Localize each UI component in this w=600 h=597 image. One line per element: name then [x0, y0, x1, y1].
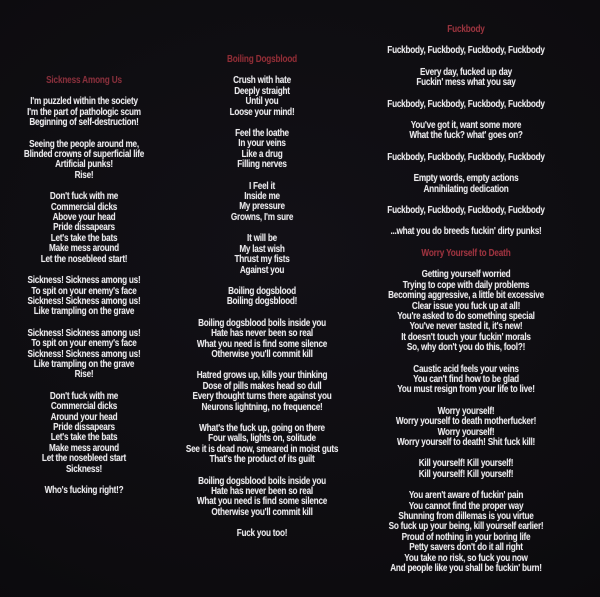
lyric-line: Fuckbody, Fuckbody, Fuckbody, Fuckbody: [387, 151, 545, 163]
lyric-line: Trying to cope with daily problems: [402, 279, 530, 291]
lyric-line: Make mess around: [49, 442, 119, 454]
lyric-line: Don't fuck with me: [49, 390, 119, 402]
lyric-stanza: [387, 205, 545, 217]
lyric-line: You must resign from your life to live!: [397, 384, 535, 396]
lyric-line: Hatred grows up, kills your thinking: [196, 370, 328, 382]
song-title: Fuckbody: [447, 24, 485, 35]
lyric-stanza: [18, 140, 149, 182]
lyric-line: Growns, I'm sure: [230, 211, 294, 223]
lyric-line: Deeply straight: [234, 85, 290, 97]
lyric-line: That's the product of its guilt: [209, 454, 315, 466]
lyric-line: Hate has never been so real: [211, 328, 313, 340]
lyrics-column-fuckbody-worry: [376, 0, 556, 585]
lyric-stanza: [18, 486, 149, 496]
lyric-stanza: [196, 234, 327, 276]
lyric-line: Inside me: [244, 191, 280, 203]
lyric-stanza: [196, 287, 327, 308]
lyric-stanza: [392, 459, 540, 480]
lyric-stanza: [18, 329, 149, 381]
lyric-line: ...what you do breeds fuckin' dirty punks!: [390, 226, 542, 238]
lyric-line: Petty savers don't do it all right: [409, 542, 523, 554]
lyric-line: Thrust my fists: [234, 254, 290, 266]
lyric-line: To spit on your enemy's face: [31, 338, 137, 350]
lyric-line: See it is dead now, smeared in moist guts: [185, 443, 339, 455]
lyric-stanza: [192, 370, 332, 413]
lyric-line: You've got it, want some more: [410, 120, 522, 132]
lyric-line: Proud of nothing in your boring life: [401, 531, 531, 543]
lyric-line: Who's fucking right!?: [44, 485, 124, 496]
lyric-line: Sickness! Sickness among us!: [27, 295, 141, 307]
lyric-line: Like a drug: [241, 148, 283, 160]
lyric-stanza: [196, 529, 327, 539]
lyric-line: Kill yourself! Kill yourself!: [418, 468, 514, 480]
lyric-line: Fuckbody, Fuckbody, Fuckbody, Fuckbody: [387, 45, 545, 57]
lyric-line: Shunning from dillemas is you virtue: [398, 511, 534, 522]
lyric-line: Sickness! Sickness among us!: [27, 327, 141, 339]
lyric-line: I'm the part of pathologic scum: [27, 106, 141, 118]
lyric-line: So, why don't you do this, fool?!: [406, 342, 526, 354]
lyric-line: Dose of pills makes head so dull: [202, 380, 322, 392]
lyric-line: Boiling dogsblood boils inside you: [198, 475, 326, 487]
lyric-stanza: [196, 319, 327, 361]
lyric-stanza: [196, 129, 327, 171]
lyric-stanza: [388, 269, 544, 354]
lyric-line: Like trampling on the grave: [33, 306, 135, 318]
lyric-line: You aren't aware of fuckin' pain: [408, 490, 524, 502]
lyric-line: So fuck up your being, kill yourself earlier!: [388, 521, 544, 533]
lyric-line: Let the nosebleed start: [41, 453, 127, 465]
lyric-line: Kill yourself! Kill yourself!: [418, 458, 514, 470]
lyric-line: Worry yourself!: [437, 426, 495, 438]
lyric-line: It doesn't touch your fuckin' morals: [401, 331, 531, 343]
lyric-line: Loose your mind!: [229, 106, 295, 118]
lyric-line: To spit on your enemy's face: [31, 285, 137, 297]
lyric-line: Every thought turns there against you: [192, 391, 332, 403]
lyric-line: Artificial punks!: [55, 159, 113, 171]
lyric-line: Above your head: [52, 212, 116, 224]
lyric-line: Becoming aggressive, a little bit excessive: [388, 290, 544, 302]
lyric-line: What you need is find some silence: [196, 338, 328, 350]
lyric-stanza: [196, 182, 327, 224]
lyric-line: You've never tasted it, it's new!: [409, 321, 523, 333]
lyric-line: Otherwise you'll commit kill: [211, 506, 313, 518]
lyric-line: I'm puzzled within the society: [30, 96, 138, 108]
lyrics-column-sickness-among-us: [4, 0, 164, 507]
lyric-line: Boiling dogsblood: [228, 285, 296, 297]
lyric-line: What the fuck? what' goes on?: [409, 130, 523, 142]
lyric-stanza: [388, 490, 544, 575]
lyric-line: Rise!: [74, 169, 94, 181]
lyric-line: You take no risk, so fuck you now: [404, 552, 528, 564]
lyric-line: Worry yourself to death! Shit fuck kill!: [396, 436, 536, 448]
lyric-line: You can't find how to be glad: [413, 373, 519, 385]
column-content: [387, 24, 545, 575]
lyric-line: Sickness!: [65, 463, 103, 475]
lyric-line: What you need is find some silence: [196, 496, 328, 508]
lyric-line: Clear issue you fuck up at all!: [411, 300, 521, 312]
lyric-line: Getting yourself worried: [421, 269, 511, 281]
lyric-line: Feel the loathe: [235, 128, 289, 140]
lyric-line: Until you: [245, 96, 279, 108]
lyric-line: Sickness! Sickness among us!: [27, 275, 141, 287]
lyric-stanza: [185, 422, 339, 466]
lyric-line: Caustic acid feels your veins: [413, 363, 519, 375]
lyric-stanza: [196, 76, 327, 118]
lyric-stanza: [18, 392, 149, 475]
lyric-line: Don't fuck with me: [49, 191, 119, 203]
lyric-line: Hate has never been so real: [211, 486, 313, 497]
lyrics-column-boiling-dogsblood: [182, 0, 342, 551]
lyric-stanza: [387, 45, 545, 57]
lyric-stanza: [392, 174, 540, 195]
lyric-line: It will be: [247, 233, 277, 245]
lyric-stanza: [392, 227, 540, 237]
lyric-line: Every day, fucked up day: [420, 66, 512, 78]
lyric-line: Neurons lightning, no frequence!: [201, 401, 323, 413]
lyric-stanza: [392, 365, 540, 396]
lyric-stanza: [392, 121, 540, 142]
lyric-line: You cannot find the proper way: [408, 500, 524, 512]
lyric-line: Commercial dicks: [50, 401, 118, 413]
lyric-line: Fuckbody, Fuckbody, Fuckbody, Fuckbody: [387, 205, 545, 217]
lyric-line: Fuckbody, Fuckbody, Fuckbody, Fuckbody: [387, 98, 545, 110]
lyric-line: Let's take the bats: [50, 432, 118, 444]
column-content: [185, 54, 339, 540]
lyric-line: Sickness! Sickness among us!: [27, 348, 141, 360]
lyric-line: My last wish: [239, 243, 285, 255]
lyric-line: Commercial dicks: [50, 201, 118, 213]
lyric-stanza: [392, 407, 540, 449]
lyric-line: In your veins: [238, 138, 286, 150]
song-title: Worry Yourself to Death: [421, 247, 511, 259]
lyric-line: Beginning of self-destruction!: [29, 117, 139, 129]
column-content: [18, 76, 149, 496]
lyric-line: Blinded crowns of superficial life: [23, 149, 145, 161]
song-title: Sickness Among Us: [46, 75, 122, 86]
lyric-line: Fuckin' mess what you say: [416, 77, 516, 89]
lyric-line: Seeing the people around me,: [29, 138, 139, 150]
lyric-line: Empty words, empty actions: [413, 173, 519, 185]
lyric-line: Filling nerves: [237, 159, 287, 171]
lyric-line: Fuck you too!: [236, 528, 288, 540]
lyric-line: Let the nosebleed start!: [40, 253, 128, 265]
lyric-line: Pride dissapears: [53, 421, 115, 433]
lyric-line: Pride dissapears: [53, 222, 115, 234]
lyric-line: You're asked to do something special: [397, 310, 535, 322]
lyric-stanza: [18, 276, 149, 318]
lyric-line: And people like you shall be fuckin' burn!: [390, 563, 542, 575]
lyric-stanza: [387, 151, 545, 163]
lyric-stanza: [387, 98, 545, 110]
lyric-stanza: [18, 192, 149, 265]
song-title: Boiling Dogsblood: [226, 54, 298, 65]
lyric-line: Like trampling on the grave: [33, 358, 135, 370]
lyric-line: Annihilating dedication: [423, 183, 509, 195]
lyric-line: Boiling dogsblood!: [226, 296, 298, 308]
lyric-line: Crush with hate: [233, 75, 291, 87]
lyric-line: I Feel it: [248, 180, 276, 192]
lyric-stanza: [18, 97, 149, 128]
lyric-line: Worry yourself to death motherfucker!: [395, 416, 537, 428]
lyric-line: Let's take the bats: [50, 232, 118, 244]
lyric-stanza: [392, 68, 540, 89]
lyric-line: Otherwise you'll commit kill: [211, 348, 313, 360]
lyric-line: Rise!: [74, 369, 94, 381]
lyric-line: Worry yourself!: [437, 405, 495, 417]
lyric-stanza: [196, 477, 327, 519]
lyric-line: Around your head: [50, 411, 118, 423]
lyric-line: What's the fuck up, going on there: [199, 422, 325, 434]
lyric-line: Make mess around: [49, 243, 119, 255]
lyric-line: Four walls, lights on, solitude: [208, 433, 316, 445]
lyric-line: Against you: [239, 264, 285, 276]
lyric-line: My pressure: [239, 201, 285, 213]
lyric-line: Boiling dogsblood boils inside you: [198, 317, 326, 329]
